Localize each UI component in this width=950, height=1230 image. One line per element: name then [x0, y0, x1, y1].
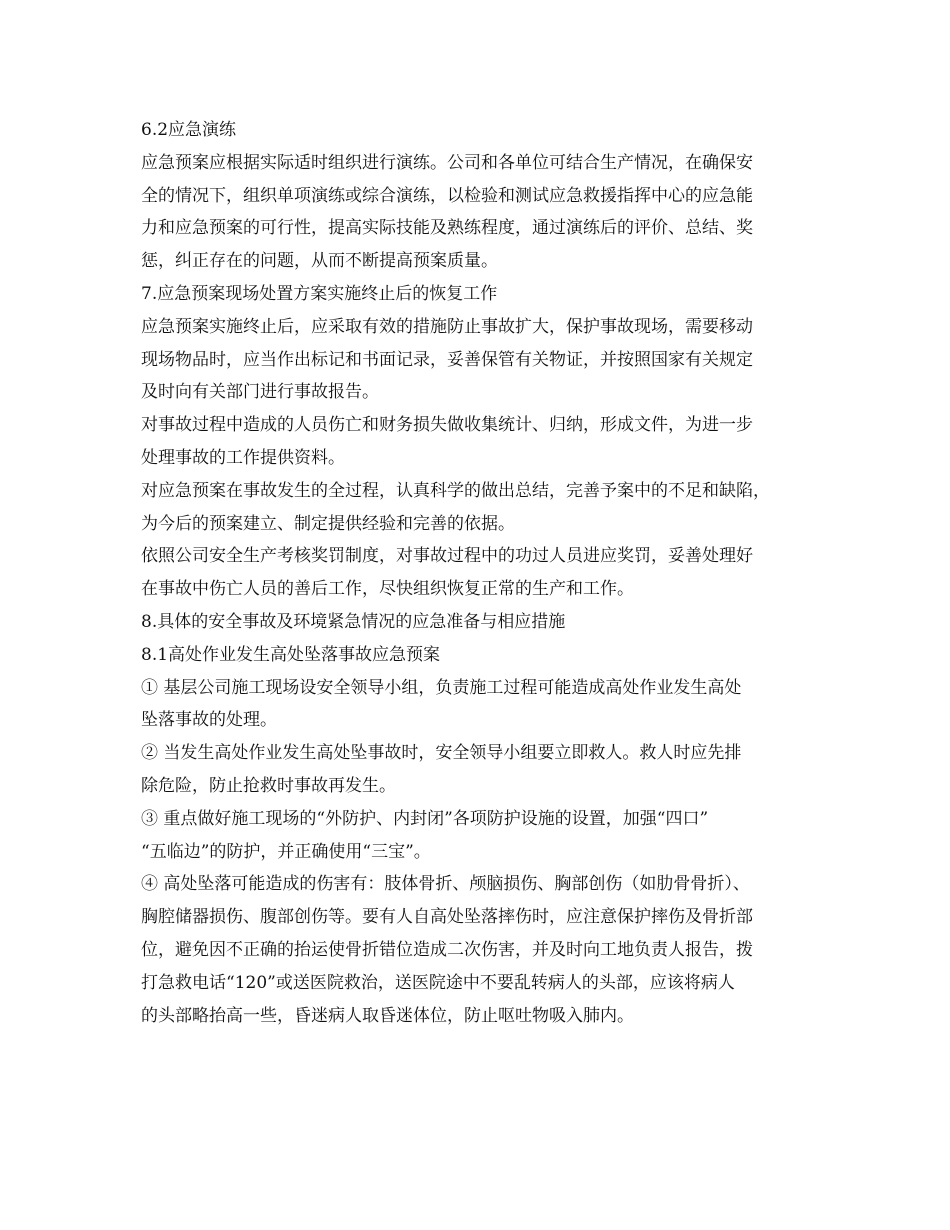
list-item-3-line: “五临边”的防护，并正确使用“三宝”。 [141, 841, 431, 862]
list-item-4-line: 位，避免因不正确的抬运使骨折错位造成二次伤害，并及时向工地负责人报告，拨 [141, 939, 753, 960]
list-item-4-line: 打急救电话“120”或送医院救治，送医院途中不要乱转病人的头部，应该将病人 [141, 972, 735, 993]
paragraph-line: 力和应急预案的可行性，提高实际技能及熟练程度，通过演练后的评价、总结、奖 [141, 218, 753, 239]
paragraph-line: 惩，纠正存在的问题，从而不断提高预案质量。 [141, 251, 498, 272]
paragraph-line: 对事故过程中造成的人员伤亡和财务损失做收集统计、归纳，形成文件，为进一步 [141, 415, 753, 436]
paragraph-line: 依照公司安全生产考核奖罚制度，对事故过程中的功过人员进应奖罚，妥善处理好 [141, 546, 753, 567]
list-item-1-line: ① 基层公司施工现场设安全领导小组，负责施工过程可能造成高处作业发生高处 [141, 677, 742, 698]
paragraph-line: 现场物品时，应当作出标记和书面记录，妥善保管有关物证，并按照国家有关规定 [141, 349, 753, 370]
document-body [141, 114, 821, 1032]
list-item-1-line: 坠落事故的处理。 [141, 710, 277, 731]
section-heading-8-1: 8.1高处作业发生高处坠落事故应急预案 [141, 644, 441, 665]
list-item-3-line: ③ 重点做好施工现场的“外防护、内封闭”各项防护设施的设置，加强“四口” [141, 808, 709, 829]
list-item-4-line: ④ 高处坠落可能造成的伤害有：肢体骨折、颅脑损伤、胸部创伤（如肋骨骨折）、 [141, 874, 750, 895]
list-item-4-line: 的头部略抬高一些，昏迷病人取昏迷体位，防止呕吐物吸入肺内。 [141, 1005, 634, 1026]
paragraph-line: 对应急预案在事故发生的全过程，认真科学的做出总结，完善予案中的不足和缺陷， [141, 480, 770, 501]
paragraph-line: 应急预案应根据实际适时组织进行演练。公司和各单位可结合生产情况，在确保安 [141, 152, 753, 173]
paragraph-line: 为今后的预案建立、制定提供经验和完善的依据。 [141, 513, 515, 534]
list-item-2-line: ② 当发生高处作业发生高处坠事故时，安全领导小组要立即救人。救人时应先排 [141, 743, 742, 764]
paragraph-line: 处理事故的工作提供资料。 [141, 447, 345, 468]
list-item-4-line: 胸腔储器损伤、腹部创伤等。要有人自高处坠落摔伤时，应注意保护摔伤及骨折部 [141, 907, 753, 928]
paragraph-line: 全的情况下，组织单项演练或综合演练，以检验和测试应急救援指挥中心的应急能 [141, 185, 753, 206]
paragraph-line: 应急预案实施终止后，应采取有效的措施防止事故扩大，保护事故现场，需要移动 [141, 316, 753, 337]
paragraph-line: 在事故中伤亡人员的善后工作，尽快组织恢复正常的生产和工作。 [141, 579, 634, 600]
section-heading-6-2: 6.2应急演练 [141, 120, 237, 140]
list-item-2-line: 除危险，防止抢救时事故再发生。 [141, 775, 396, 796]
section-heading-8: 8.具体的安全事故及环境紧急情况的应急准备与相应措施 [141, 611, 566, 632]
section-heading-7: 7.应急预案现场处置方案实施终止后的恢复工作 [141, 283, 498, 304]
paragraph-line: 及时向有关部门进行事故报告。 [141, 382, 379, 403]
